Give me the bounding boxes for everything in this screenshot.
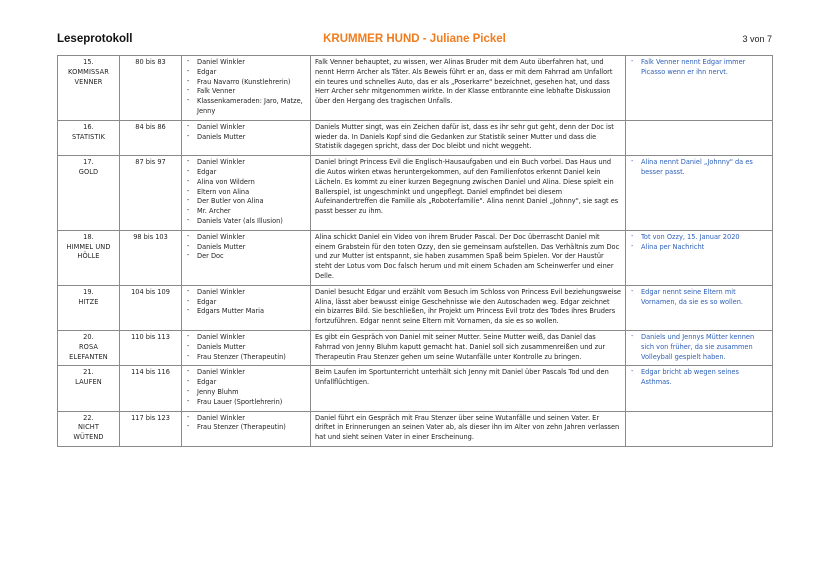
characters-list — [186, 158, 306, 227]
characters-list — [186, 58, 306, 117]
character-item: - Daniel Winkler — [186, 333, 306, 343]
character-item: - Daniel Winkler — [186, 368, 306, 378]
character-item: - Daniels Mutter — [186, 343, 306, 353]
chapter-title-line: 20. — [83, 332, 94, 341]
table-row — [58, 56, 773, 121]
character-item: - Edgar — [186, 68, 306, 78]
summary-cell: Beim Laufen im Sportunterricht unterhält sich Jenny mit Daniel über Pascals Tod und den Unfallflüchtigen. — [311, 366, 626, 411]
pages-cell: 80 bis 83 — [120, 56, 182, 121]
chapter-cell — [58, 156, 120, 231]
summary-cell: Falk Venner behauptet, zu wissen, wer Alinas Bruder mit dem Auto überfahren hat, und nennt Herrn Archer als Täter. Als Beweis führt er an, dass er mit dem Fahrrad am Unfallort ein teures und schnelles Auto, das er als „Poserkarre" bezeichnet, gesehen hat, und dass Herr Archer sehr mitgenommen wirkte. In der Klasse entbrannte eine lebhafte Diskussion über den Hergang des tragischen Unfalls. — [311, 56, 626, 121]
note-item: - Edgar bricht ab wegen seines Asthmas. — [630, 368, 768, 388]
notes-cell — [626, 156, 773, 231]
notes-list — [630, 288, 768, 308]
characters-cell — [182, 411, 311, 446]
document-title: Leseprotokoll — [57, 33, 133, 45]
character-item: - Eltern von Alina — [186, 188, 306, 198]
chapter-title-line: 17. — [83, 158, 94, 167]
summary-cell: Daniel besucht Edgar und erzählt vom Besuch im Schloss von Princess Evil beziehungsweise Alina, lässt aber bewusst einige Geschehnisse wie den Autoschaden weg. Edgar zeichnet ein bizarres Bild. Sie beschließen, ihr Projekt um Princess Evil trotz des Todes ihres Bruders fortzuführen. Edgar nennt seine Eltern mit Vornamen, da sie es so wollen. — [311, 285, 626, 330]
chapter-title-line: 15. — [83, 58, 94, 66]
characters-list — [186, 123, 306, 143]
chapter-cell — [58, 120, 120, 155]
pages-cell: 110 bis 113 — [120, 330, 182, 365]
chapter-cell — [58, 285, 120, 330]
chapter-title-line: LAUFEN — [75, 378, 102, 387]
pages-cell: 98 bis 103 — [120, 230, 182, 285]
page-header — [57, 33, 772, 49]
notes-cell — [626, 285, 773, 330]
note-item: - Alina nennt Daniel „Johnny" da es besser passt. — [630, 158, 768, 178]
chapter-title-line: ELEFANTEN — [69, 352, 108, 361]
table-row — [58, 230, 773, 285]
character-item: - Jenny Bluhm — [186, 388, 306, 398]
pages-cell: 114 bis 116 — [120, 366, 182, 411]
summary-cell: Es gibt ein Gespräch von Daniel mit seiner Mutter. Seine Mutter weiß, das Daniel das Fahrrad von Jenny Bluhm kaputt gemacht hat. Daniel soll sich zusammenreißen und zur Therapeutin Frau Stenzer gehen um seine Wutanfälle unter Kontrolle zu bringen. — [311, 330, 626, 365]
table-row — [58, 156, 773, 231]
character-item: - Alina von Wildern — [186, 178, 306, 188]
character-item: - Edgar — [186, 168, 306, 178]
character-item: - Daniels Mutter — [186, 133, 306, 143]
character-item: - Daniel Winkler — [186, 233, 306, 243]
characters-cell — [182, 366, 311, 411]
character-item: - Frau Stenzer (Therapeutin) — [186, 423, 306, 433]
character-item: - Daniel Winkler — [186, 58, 306, 68]
note-item: - Alina per Nachricht — [630, 243, 768, 253]
notes-cell — [626, 411, 773, 446]
notes-cell — [626, 230, 773, 285]
summary-cell: Daniels Mutter singt, was ein Zeichen dafür ist, dass es ihr sehr gut geht, denn der Doc ist wieder da. In Daniels Kopf sind die Gedanken zur Statistik seiner Mutter und dass die Statistik dagegen spricht, dass der Doc bleibt und nicht weggeht. — [311, 120, 626, 155]
pages-cell: 117 bis 123 — [120, 411, 182, 446]
note-item: - Tot von Ozzy, 15. Januar 2020 — [630, 233, 768, 243]
reading-log-table — [57, 55, 773, 447]
notes-cell — [626, 120, 773, 155]
note-item: - Daniels und Jennys Mütter kennen sich von früher, da sie zusammen Volleyball gespielt haben. — [630, 333, 768, 362]
characters-cell — [182, 330, 311, 365]
chapter-title-line: 19. — [83, 287, 94, 296]
chapter-title-line: HITZE — [78, 297, 99, 306]
chapter-title-line: 22. — [83, 413, 94, 422]
character-item: - Daniel Winkler — [186, 288, 306, 298]
character-item: - Falk Venner — [186, 87, 306, 97]
notes-list — [630, 368, 768, 388]
notes-list — [630, 158, 768, 178]
characters-cell — [182, 120, 311, 155]
character-item: - Frau Lauer (Sportlehrerin) — [186, 398, 306, 408]
characters-cell — [182, 156, 311, 231]
table-row — [58, 330, 773, 365]
character-item: - Daniels Mutter — [186, 243, 306, 253]
chapter-title-line: HIMMEL UND — [66, 242, 111, 251]
character-item: - Klassenkameraden: Jaro, Matze, Jenny — [186, 97, 306, 117]
chapter-title-line: 16. — [83, 122, 94, 131]
summary-cell: Daniel führt ein Gespräch mit Frau Stenzer über seine Wutanfälle und seinen Vater. Er driftet in Erinnerungen an seinen Vater ab, als dieser ihn im Alter von zehn Jahren verlassen hat und sieht seinen Vater in einer Erscheinung. — [311, 411, 626, 446]
characters-list — [186, 288, 306, 317]
notes-list — [630, 333, 768, 362]
chapter-title-line: ROSA — [79, 342, 98, 351]
chapter-cell — [58, 366, 120, 411]
table-row — [58, 120, 773, 155]
character-item: - Daniel Winkler — [186, 414, 306, 424]
table-body — [58, 56, 773, 447]
pages-cell: 87 bis 97 — [120, 156, 182, 231]
character-item: - Der Doc — [186, 252, 306, 262]
character-item: - Daniel Winkler — [186, 158, 306, 168]
chapter-cell — [58, 56, 120, 121]
page-number: 3 von 7 — [742, 34, 772, 44]
characters-cell — [182, 56, 311, 121]
characters-list — [186, 233, 306, 262]
chapter-title-line: KOMMISSAR — [68, 67, 109, 76]
chapter-title-line: NICHT — [78, 423, 99, 432]
character-item: - Frau Stenzer (Therapeutin) — [186, 353, 306, 363]
character-item: - Daniel Winkler — [186, 123, 306, 133]
character-item: - Mr. Archer — [186, 207, 306, 217]
chapter-cell — [58, 230, 120, 285]
chapter-title-line: 18. — [83, 232, 94, 241]
characters-list — [186, 333, 306, 362]
character-item: - Edgars Mutter Maria — [186, 307, 306, 317]
characters-list — [186, 414, 306, 434]
pages-cell: 84 bis 86 — [120, 120, 182, 155]
table-row — [58, 411, 773, 446]
chapter-cell — [58, 330, 120, 365]
pages-cell: 104 bis 109 — [120, 285, 182, 330]
book-title: KRUMMER HUND - Juliane Pickel — [323, 33, 506, 45]
characters-cell — [182, 285, 311, 330]
notes-cell — [626, 56, 773, 121]
summary-cell: Alina schickt Daniel ein Video von ihrem Bruder Pascal. Der Doc überrascht Daniel mit einem Grabstein für den toten Ozzy, den sie gemeinsam aufstellen. Das Verhältnis zum Doc und zur Mutter ist entspannt, sie haben zusammen Spaß beim Spielen. Vor der Haustür steht der Lotus vom Doc falsch herum und mit einem Schaden am Scheinwerfer und einer Delle. — [311, 230, 626, 285]
notes-list — [630, 58, 768, 78]
character-item: - Daniels Vater (als Illusion) — [186, 217, 306, 227]
notes-list — [630, 233, 768, 253]
notes-cell — [626, 330, 773, 365]
character-item: - Frau Navarro (Kunstlehrerin) — [186, 78, 306, 88]
summary-cell: Daniel bringt Princess Evil die Englisch-Hausaufgaben und ein Buch vorbei. Das Haus und die Autos wirken etwas heruntergekommen, auf den Familienfotos erkennt Daniel kein Lächeln. Es kommt zu einer kurzen Begegnung zwischen Daniel und Alina. Diese spielt ein Ballerspiel, ist ungeschminkt und ungepflegt. Daniel empfindet bei diesem Aufeinandertreffen die Familie als „Roboterfamilie". Alina nennt Daniel „Johnny", sie sagt es passt besser zu ihm. — [311, 156, 626, 231]
notes-cell — [626, 366, 773, 411]
character-item: - Edgar — [186, 378, 306, 388]
character-item: - Edgar — [186, 298, 306, 308]
chapter-title-line: WÜTEND — [73, 433, 104, 442]
chapter-title-line: STATISTIK — [71, 132, 106, 141]
chapter-cell — [58, 411, 120, 446]
chapter-title-line: HÖLLE — [77, 252, 100, 261]
table-row — [58, 285, 773, 330]
note-item: - Falk Venner nennt Edgar immer Picasso wenn er ihn nervt. — [630, 58, 768, 78]
chapter-title-line: GOLD — [78, 167, 99, 176]
chapter-title-line: VENNER — [74, 77, 103, 86]
characters-cell — [182, 230, 311, 285]
note-item: - Edgar nennt seine Eltern mit Vornamen, da sie es so wollen. — [630, 288, 768, 308]
table-row — [58, 366, 773, 411]
character-item: - Der Butler von Alina — [186, 197, 306, 207]
characters-list — [186, 368, 306, 407]
chapter-title-line: 21. — [83, 368, 94, 377]
